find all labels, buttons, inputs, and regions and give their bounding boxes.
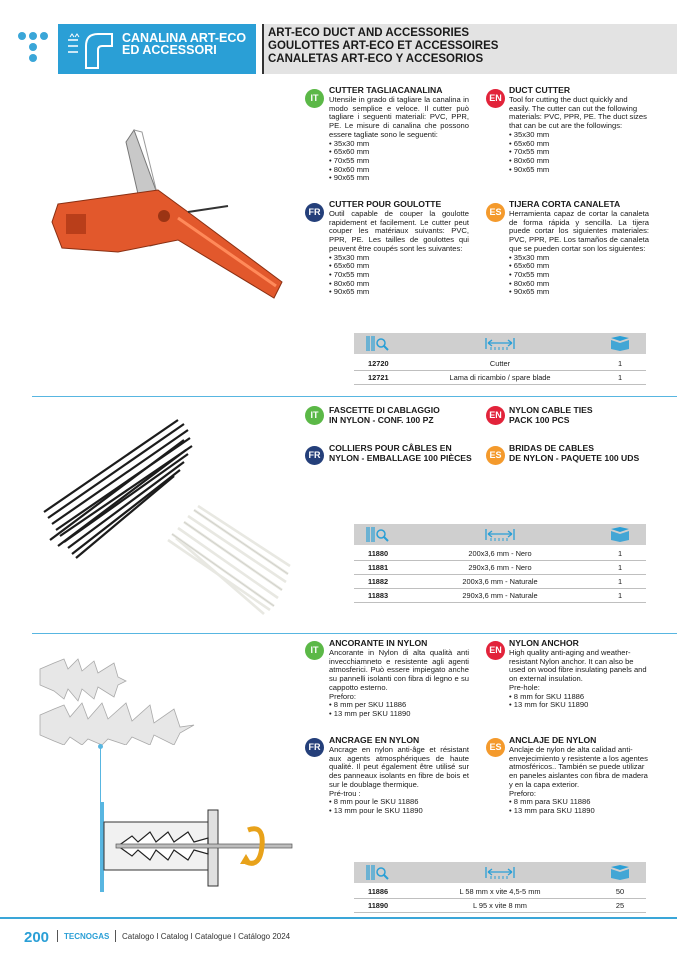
product-title-es: BRIDAS DE CABLES DE NYLON - PAQUETE 100 UDS: [509, 443, 640, 463]
brand-dots-icon: [18, 28, 48, 64]
section-header-gray: [262, 24, 677, 74]
barcode-search-icon: [366, 864, 390, 881]
duct-elbow-icon: [64, 24, 114, 74]
footer-brand: TECNOGAS: [64, 932, 110, 941]
footer-catalog-text: Catalogo I Catalog I Catalogue I Catálogo 2024: [122, 932, 291, 941]
product-desc-fr: Outil capable de couper la goulotte rapidement et facilement. Le cutter peut couper les matériaux suivants: PVC, PPR, PE. Les tailles de goulottes qui peuvent être coupés sont les suivantes: • 35x30 mm • 65x60 mm • 70x55 mm • 80x60 mm • 90x65 mm: [329, 210, 469, 297]
table-row: 12720 Cutter 1: [354, 357, 646, 371]
header-title-es: CANALETAS ART-ECO Y ACCESORIOS: [268, 53, 484, 65]
table-row: 11881 290x3,6 mm - Nero 1: [354, 561, 646, 575]
callout-line: [100, 748, 101, 806]
size-list-es: • 35x30 mm • 65x60 mm • 70x55 mm • 80x60 mm • 90x65 mm: [509, 254, 649, 298]
barcode-search-icon: [366, 335, 390, 352]
badge-fr: FR: [305, 738, 324, 757]
section-divider: [32, 633, 677, 634]
product-title-fr: CUTTER POUR GOULOTTE: [329, 199, 442, 209]
table-row: 11890 L 95 x vite 8 mm 25: [354, 899, 646, 913]
product-title-es: ANCLAJE DE NYLON: [509, 735, 597, 745]
badge-en: EN: [486, 406, 505, 425]
table-header: [354, 333, 646, 354]
product-desc-en: Tool for cutting the duct quickly and easily. The cutter can cut the following materials: PVC, PPR, PE. The duct sizes that can be cut are the followings: • 35x30 mm • 65x60 mm • 70x55 mm • 80x60 mm • 90x65 mm: [509, 96, 649, 174]
product-title-en: NYLON CABLE TIES PACK 100 PCS: [509, 405, 593, 425]
badge-es: ES: [486, 738, 505, 757]
section-header-blue: [58, 24, 256, 74]
badge-it: IT: [305, 406, 324, 425]
product-desc-en: High quality anti-aging and weather-resistant Nylon anchor. It can also be used on wood fibre insulating panels and on external insulation. Pre-hole: • 8 mm for SKU 11886 • 13 mm for SKU 11890: [509, 649, 649, 710]
product-title-en: NYLON ANCHOR: [509, 638, 579, 648]
footer-separator: [57, 930, 58, 942]
barcode-search-icon: [366, 526, 390, 543]
badge-en: EN: [486, 89, 505, 108]
badge-es: ES: [486, 446, 505, 465]
footer-line: [0, 917, 677, 919]
nylon-anchor-image: [34, 655, 214, 745]
table-row: 11886 L 58 mm x vite 4,5-5 mm 50: [354, 885, 646, 899]
table-header: [354, 862, 646, 883]
table-header: [354, 524, 646, 545]
header-title-en: ART-ECO DUCT AND ACCESSORIES: [268, 27, 470, 39]
table-row: 11882 200x3,6 mm - Naturale 1: [354, 575, 646, 589]
duct-cutter-image: [38, 122, 288, 312]
measure-icon: [485, 527, 515, 542]
product-desc-it: Ancorante in Nylon di alta qualità anti invecchiamneto e resistente agli agenti atmosferici. Può essere impiegato anche su pannelli isolanti con fibra di legno e su cappotto esterno. Preforo: • 8 mm per SKU 11886 • 13 mm per SKU 11890: [329, 649, 469, 719]
product-title-fr: COLLIERS POUR CÂBLES EN NYLON - EMBALLAGE 100 PIÈCES: [329, 443, 472, 463]
prehole-list-es: • 8 mm para SKU 11886 • 13 mm para SKU 11890: [509, 798, 649, 815]
product-title-it: CUTTER TAGLIACANALINA: [329, 85, 443, 95]
product-title-en: DUCT CUTTER: [509, 85, 571, 95]
size-list-en: • 35x30 mm • 65x60 mm • 70x55 mm • 80x60 mm • 90x65 mm: [509, 131, 649, 175]
prehole-list-fr: • 8 mm pour le SKU 11886 • 13 mm pour le SKU 11890: [329, 798, 469, 815]
package-icon: [609, 526, 631, 543]
table-row: 12721 Lama di ricambio / spare blade 1: [354, 371, 646, 385]
table-row: 11883 290x3,6 mm - Naturale 1: [354, 589, 646, 603]
product-title-fr: ANCRAGE EN NYLON: [329, 735, 420, 745]
product-title-es: TIJERA CORTA CANALETA: [509, 199, 621, 209]
prehole-list-en: • 8 mm for SKU 11886 • 13 mm for SKU 11890: [509, 693, 649, 710]
package-icon: [609, 864, 631, 881]
product-title-it: FASCETTE DI CABLAGGIO IN NYLON - CONF. 100 PZ: [329, 405, 440, 425]
anchor-installation-diagram: [96, 802, 296, 894]
product-desc-es: Herramienta capaz de cortar la canaleta de forma rápida y sencilla. La tijera puede cortar los siguientes materiales: PVC, PPR, PE. Los tamaños de canaleta que se pueden cortar son los siguientes: • 35x30 mm • 65x60 mm • 70x55 mm • 80x60 mm • 90x65 mm: [509, 210, 649, 297]
badge-it: IT: [305, 641, 324, 660]
footer-separator: [115, 930, 116, 942]
prehole-list-it: • 8 mm per SKU 11886 • 13 mm per SKU 11890: [329, 701, 469, 718]
package-icon: [609, 335, 631, 352]
product-title-it: ANCORANTE IN NYLON: [329, 638, 428, 648]
cable-ties-image: [38, 410, 298, 622]
badge-en: EN: [486, 641, 505, 660]
badge-fr: FR: [305, 446, 324, 465]
size-list-fr: • 35x30 mm • 65x60 mm • 70x55 mm • 80x60 mm • 90x65 mm: [329, 254, 469, 298]
callout-dot: [98, 744, 103, 749]
page-number: 200: [24, 929, 50, 946]
section-divider: [32, 396, 677, 397]
size-list-it: • 35x30 mm • 65x60 mm • 70x55 mm • 80x60 mm • 90x65 mm: [329, 140, 469, 184]
header-title-it: CANALINA ART-ECO ED ACCESSORI: [122, 31, 247, 57]
product-desc-es: Anclaje de nylon de alta calidad anti-envejecimiento y resistente a los agentes atmosféricos.. También se puede utilizar en paneles aislantes con fibra de madera y en la capa exterior. Preforo: • 8 mm para SKU 11886 • 13 mm para SKU 11890: [509, 746, 649, 816]
product-desc-fr: Ancrage en nylon anti-âge et résistant aux agents atmosphériques de haute qualité. Il peut également être utilisé sur des panneaux isolants en fibre de bois et sur le doublage thermique. Pré-trou : • 8 mm pour le SKU 11886 • 13 mm pour le SKU 11890: [329, 746, 469, 816]
measure-icon: [485, 336, 515, 351]
badge-it: IT: [305, 89, 324, 108]
badge-es: ES: [486, 203, 505, 222]
badge-fr: FR: [305, 203, 324, 222]
header-title-fr: GOULOTTES ART-ECO ET ACCESSOIRES: [268, 40, 499, 52]
measure-icon: [485, 865, 515, 880]
table-row: 11880 200x3,6 mm - Nero 1: [354, 547, 646, 561]
product-desc-it: Utensile in grado di tagliare la canalina in modo semplice e veloce. Il cutter può tagliare i seguenti materiali: PVC, PPR, PE. Le misure di canalina che possono essere tagliate sono le seguenti: • 35x30 mm • 65x60 mm • 70x55 mm • 80x60 mm • 90x65 mm: [329, 96, 469, 183]
